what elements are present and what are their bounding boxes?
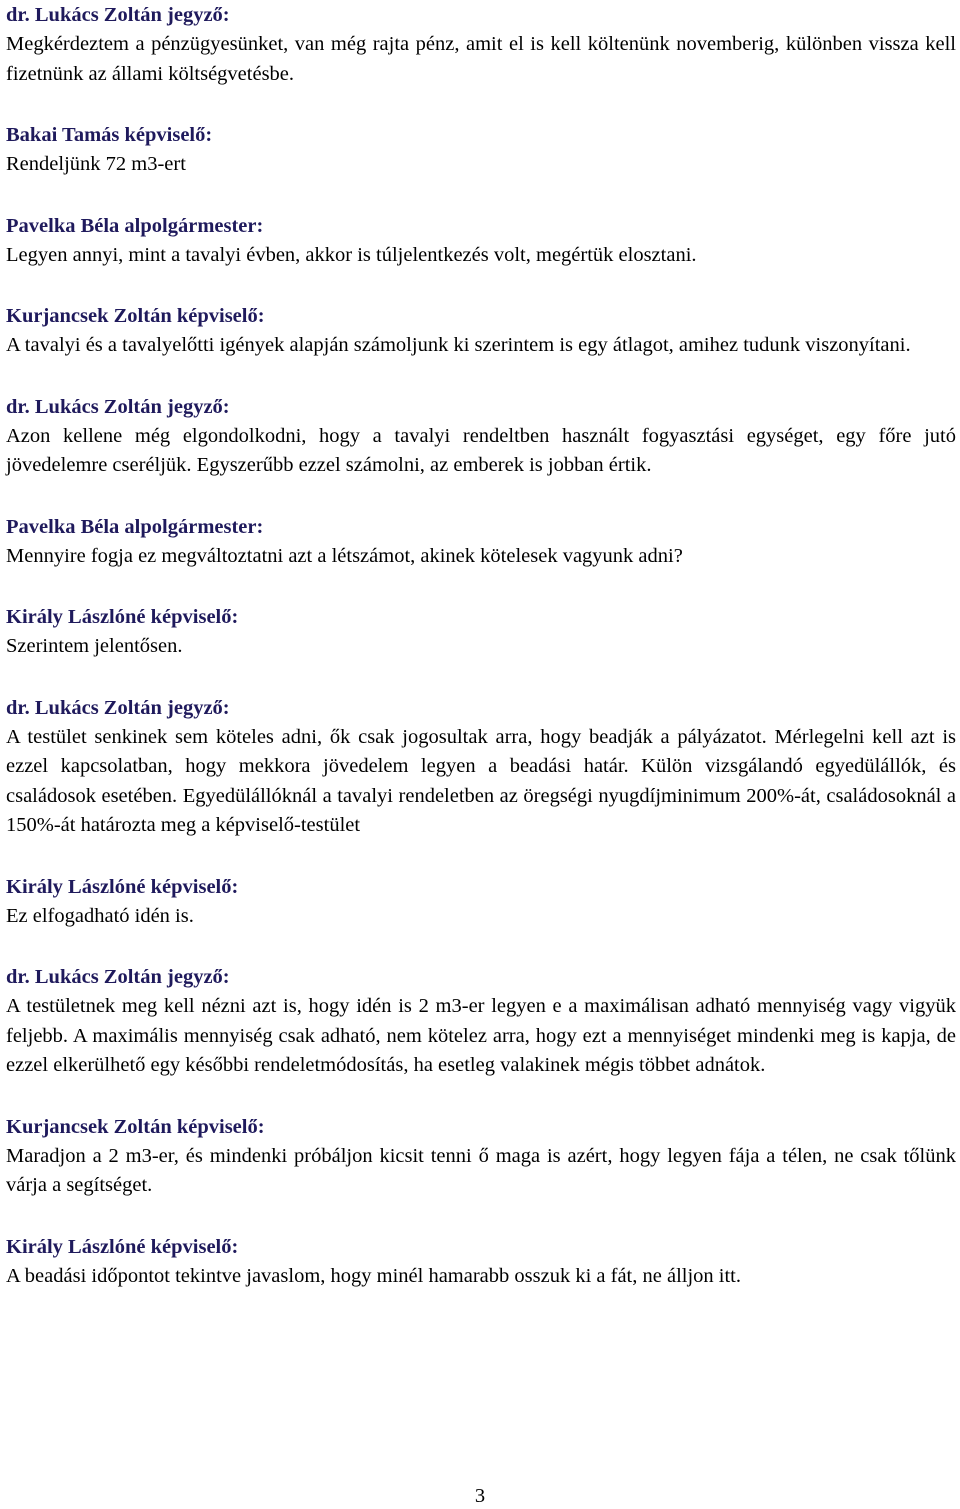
minutes-entry-2 (6, 120, 956, 180)
minutes-entry-3 (6, 211, 956, 271)
speaker-name: Pavelka Béla alpolgármester: (6, 515, 264, 538)
minutes-entry-8 (6, 693, 956, 841)
speaker-name: Király Lászlóné képviselő: (6, 606, 239, 628)
speaker-name: Pavelka Béla alpolgármester: (6, 214, 264, 237)
speech-text: Maradjon a 2 m3-er, és mindenki próbáljon kicsit tenni ő maga is azért, hogy legyen fája a télen, ne csak tőlünk várja a segítséget. (6, 1144, 956, 1196)
speech-text: Ez elfogadható idén is. (6, 904, 194, 927)
minutes-entry-10 (6, 962, 956, 1081)
speech-text: Rendeljünk 72 m3-ert (6, 153, 186, 175)
speech-text: A tavalyi és a tavalyelőtti igények alapján számoljunk ki szerintem is egy átlagot, amihez tudunk viszonyítani. (6, 334, 911, 356)
speaker-name: Király Lászlóné képviselő: (6, 875, 239, 898)
minutes-entry-4 (6, 301, 956, 361)
speech-text: Legyen annyi, mint a tavalyi évben, akkor is túljelentkezés volt, megértük elosztani. (6, 243, 697, 266)
speech-text: A beadási időpontot tekintve javaslom, hogy minél hamarabb osszuk ki a fát, ne álljon itt. (6, 1264, 741, 1287)
speaker-name: dr. Lukács Zoltán jegyző: (6, 696, 230, 719)
minutes-entry-1 (6, 0, 956, 89)
speaker-name: dr. Lukács Zoltán jegyző: (6, 395, 230, 418)
speech-text: Azon kellene még elgondolkodni, hogy a tavalyi rendeltben használt fogyasztási egységet, egy főre jutó jövedelemre cseréljük. Egyszerűbb ezzel számolni, az emberek is jobban értik. (6, 424, 956, 476)
minutes-entry-5 (6, 392, 956, 481)
speech-text: Mennyire fogja ez megváltoztatni azt a létszámot, akinek kötelesek vagyunk adni? (6, 544, 683, 567)
speaker-name: Kurjancsek Zoltán képviselő: (6, 1115, 265, 1138)
minutes-entry-6 (6, 512, 956, 572)
speaker-name: dr. Lukács Zoltán jegyző: (6, 4, 230, 26)
speech-text: Szerintem jelentősen. (6, 635, 183, 657)
page-number: 3 (474, 1485, 486, 1507)
speech-text: Megkérdeztem a pénzügyesünket, van még rajta pénz, amit el is kell költenünk novemberig, különben vissza kell fizetnünk az állami költségvetésbe. (6, 33, 956, 85)
minutes-entry-11 (6, 1112, 956, 1201)
minutes-entry-9 (6, 872, 956, 932)
speaker-name: dr. Lukács Zoltán jegyző: (6, 966, 230, 988)
speaker-name: Kurjancsek Zoltán képviselő: (6, 305, 265, 327)
minutes-entry-12 (6, 1232, 956, 1292)
document-page (6, 0, 956, 1322)
minutes-entry-7 (6, 602, 956, 662)
speaker-name: Bakai Tamás képviselő: (6, 124, 213, 146)
speech-text: A testület senkinek sem köteles adni, ők csak jogosultak arra, hogy beadják a pályázatot. Mérlegelni kell azt is ezzel kapcsolatban, hogy mekkora jövedelem legyen a beadási határ. Külön vizsgálandó egyedülállók, és családosok esetében. Egyedülállóknál a tavalyi rendeletben az öregségi nyugdíjminimum 200%-át, családosoknál a 150%-át határozta meg a képviselő-testület (6, 725, 956, 836)
speaker-name: Király Lászlóné képviselő: (6, 1235, 239, 1258)
speech-text: A testületnek meg kell nézni azt is, hogy idén is 2 m3-er legyen e a maximálisan adható mennyiség vagy vigyük feljebb. A maximális mennyiség csak adható, nem kötelez arra, hogy ezt a mennyiséget mindenki meg is kapja, de ezzel elkerülhető egy későbbi rendeletmódosítás, ha esetleg valakinek mégis többet adnátok. (6, 995, 956, 1076)
